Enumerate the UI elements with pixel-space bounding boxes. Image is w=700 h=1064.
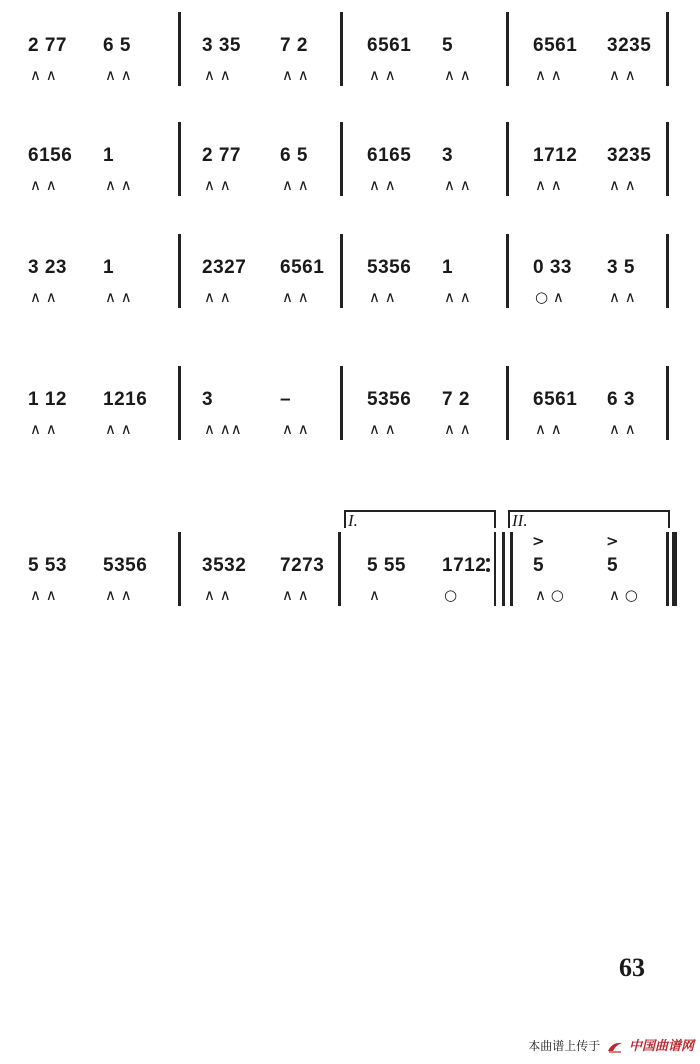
articulation-marks: ∧ ∧ [30, 288, 57, 306]
note-group: 5 [607, 555, 619, 576]
barline [338, 532, 341, 606]
barline [178, 122, 181, 196]
note-group: 5 53 [28, 555, 67, 576]
volta-bracket-side [344, 510, 346, 528]
note-group: 7 2 [280, 35, 308, 56]
note-group: 6 5 [280, 145, 308, 166]
volta-label: I. [348, 511, 358, 530]
note-group: 3 5 [607, 257, 635, 278]
articulation-marks: ∧ ∧ [369, 176, 396, 194]
articulation-marks: ∧ ∧ [105, 586, 132, 604]
barline [666, 12, 669, 86]
note-group: 7273 [280, 555, 325, 576]
note-group: 3 [442, 145, 454, 166]
articulation-marks: ∧ ∧ [30, 176, 57, 194]
note-group: 1 [103, 145, 115, 166]
note-group: 6561 [280, 257, 325, 278]
barline [340, 234, 343, 308]
note-group: 7 2 [442, 389, 470, 410]
articulation-marks: ∧ ∧ [609, 66, 636, 84]
note-group: 1 12 [28, 389, 67, 410]
articulation-marks: ∧ ∧ [535, 420, 562, 438]
note-group: 5356 [103, 555, 148, 576]
footer-site-name: 中国曲谱网 [628, 1038, 694, 1053]
note-group: 1216 [103, 389, 148, 410]
note-group: 3532 [202, 555, 247, 576]
note-group: 2 77 [202, 145, 241, 166]
repeat-barline [494, 532, 496, 606]
note-group: 5 [442, 35, 454, 56]
articulation-marks: ∧ ∧ [535, 176, 562, 194]
barline [506, 12, 509, 86]
articulation-marks: ∧ ∧ [609, 420, 636, 438]
articulation-marks: ∧ ∧ [282, 176, 309, 194]
note-group: 5 55 [367, 555, 406, 576]
articulation-marks: ∧ ∧ [444, 66, 471, 84]
repeat-dot [486, 568, 490, 572]
note-group: 6561 [367, 35, 412, 56]
page-number: 63 [619, 953, 645, 982]
articulation-marks: ∧ ∧ [204, 288, 231, 306]
articulation-marks: ∧ ∧ [105, 176, 132, 194]
barline [340, 366, 343, 440]
note-group: 5356 [367, 389, 412, 410]
note-group: 6 5 [103, 35, 131, 56]
repeat-barline [510, 532, 513, 606]
articulation-marks: ∧ ∧ [105, 66, 132, 84]
articulation-marks: ∧ ∧ [30, 420, 57, 438]
barline [666, 122, 669, 196]
barline [340, 122, 343, 196]
note-group: 0 33 [533, 257, 572, 278]
volta-label: II. [512, 511, 528, 530]
articulation-marks: ∧ ∧ [204, 586, 231, 604]
articulation-marks: ∧ ∧ [609, 176, 636, 194]
articulation-marks: ∧ ∧ [30, 66, 57, 84]
barline [506, 234, 509, 308]
articulation-marks: ∧ ∧ [444, 176, 471, 194]
articulation-marks: ∧ [369, 586, 380, 604]
repeat-dot [486, 558, 490, 562]
articulation-marks: ∧ ∧ [105, 420, 132, 438]
note-group: 1712 [442, 555, 487, 576]
articulation-marks: ∧ ∧ [282, 420, 309, 438]
articulation-marks: ∧ ∧ [204, 176, 231, 194]
note-group: 1 [442, 257, 454, 278]
note-group: 3 [202, 389, 214, 410]
note-group: 6561 [533, 389, 578, 410]
articulation-marks: ∧ ∧ [105, 288, 132, 306]
accent-mark: > [532, 532, 545, 550]
footer-text: 本曲谱上传于 [528, 1039, 601, 1053]
note-group: 5 [533, 555, 545, 576]
articulation-marks: ∧ ∧ [369, 66, 396, 84]
articulation-marks: ∧ ∧ [535, 66, 562, 84]
barline [666, 234, 669, 308]
note-group: 3 35 [202, 35, 241, 56]
volta-bracket [344, 510, 494, 512]
articulation-marks: ○ ∧ [535, 288, 564, 306]
barline [666, 366, 669, 440]
barline [178, 234, 181, 308]
articulation-marks: ∧ ∧ [282, 288, 309, 306]
articulation-marks: ∧ ∧ [282, 66, 309, 84]
barline [178, 12, 181, 86]
volta-bracket-side [494, 510, 496, 528]
articulation-marks: ∧ ∧ [444, 420, 471, 438]
note-group: – [280, 389, 292, 410]
note-group: 6156 [28, 145, 73, 166]
final-barline [672, 532, 677, 606]
note-group: 3235 [607, 35, 652, 56]
note-group: 6 3 [607, 389, 635, 410]
note-group: 2 77 [28, 35, 67, 56]
note-group: 2327 [202, 257, 247, 278]
articulation-marks: ∧ ○ [535, 586, 564, 604]
site-logo-icon [606, 1041, 624, 1053]
articulation-marks: ∧ ∧ [204, 66, 231, 84]
articulation-marks: ○ [444, 586, 458, 604]
articulation-marks: ∧ ○ [609, 586, 638, 604]
note-group: 5356 [367, 257, 412, 278]
barline [340, 12, 343, 86]
articulation-marks: ∧ ∧ [369, 420, 396, 438]
footer [528, 1038, 694, 1054]
volta-bracket [508, 510, 668, 512]
barline [666, 532, 669, 606]
note-group: 1 [103, 257, 115, 278]
barline [178, 366, 181, 440]
volta-bracket-side [668, 510, 670, 528]
barline [502, 532, 505, 606]
articulation-marks: ∧ ∧ [369, 288, 396, 306]
articulation-marks: ∧ ∧∧ [204, 420, 242, 438]
barline [506, 366, 509, 440]
articulation-marks: ∧ ∧ [609, 288, 636, 306]
note-group: 6561 [533, 35, 578, 56]
note-group: 3 23 [28, 257, 67, 278]
volta-bracket-side [508, 510, 510, 528]
note-group: 1712 [533, 145, 578, 166]
note-group: 6165 [367, 145, 412, 166]
note-group: 3235 [607, 145, 652, 166]
barline [178, 532, 181, 606]
barline [506, 122, 509, 196]
articulation-marks: ∧ ∧ [30, 586, 57, 604]
articulation-marks: ∧ ∧ [444, 288, 471, 306]
accent-mark: > [606, 532, 619, 550]
articulation-marks: ∧ ∧ [282, 586, 309, 604]
